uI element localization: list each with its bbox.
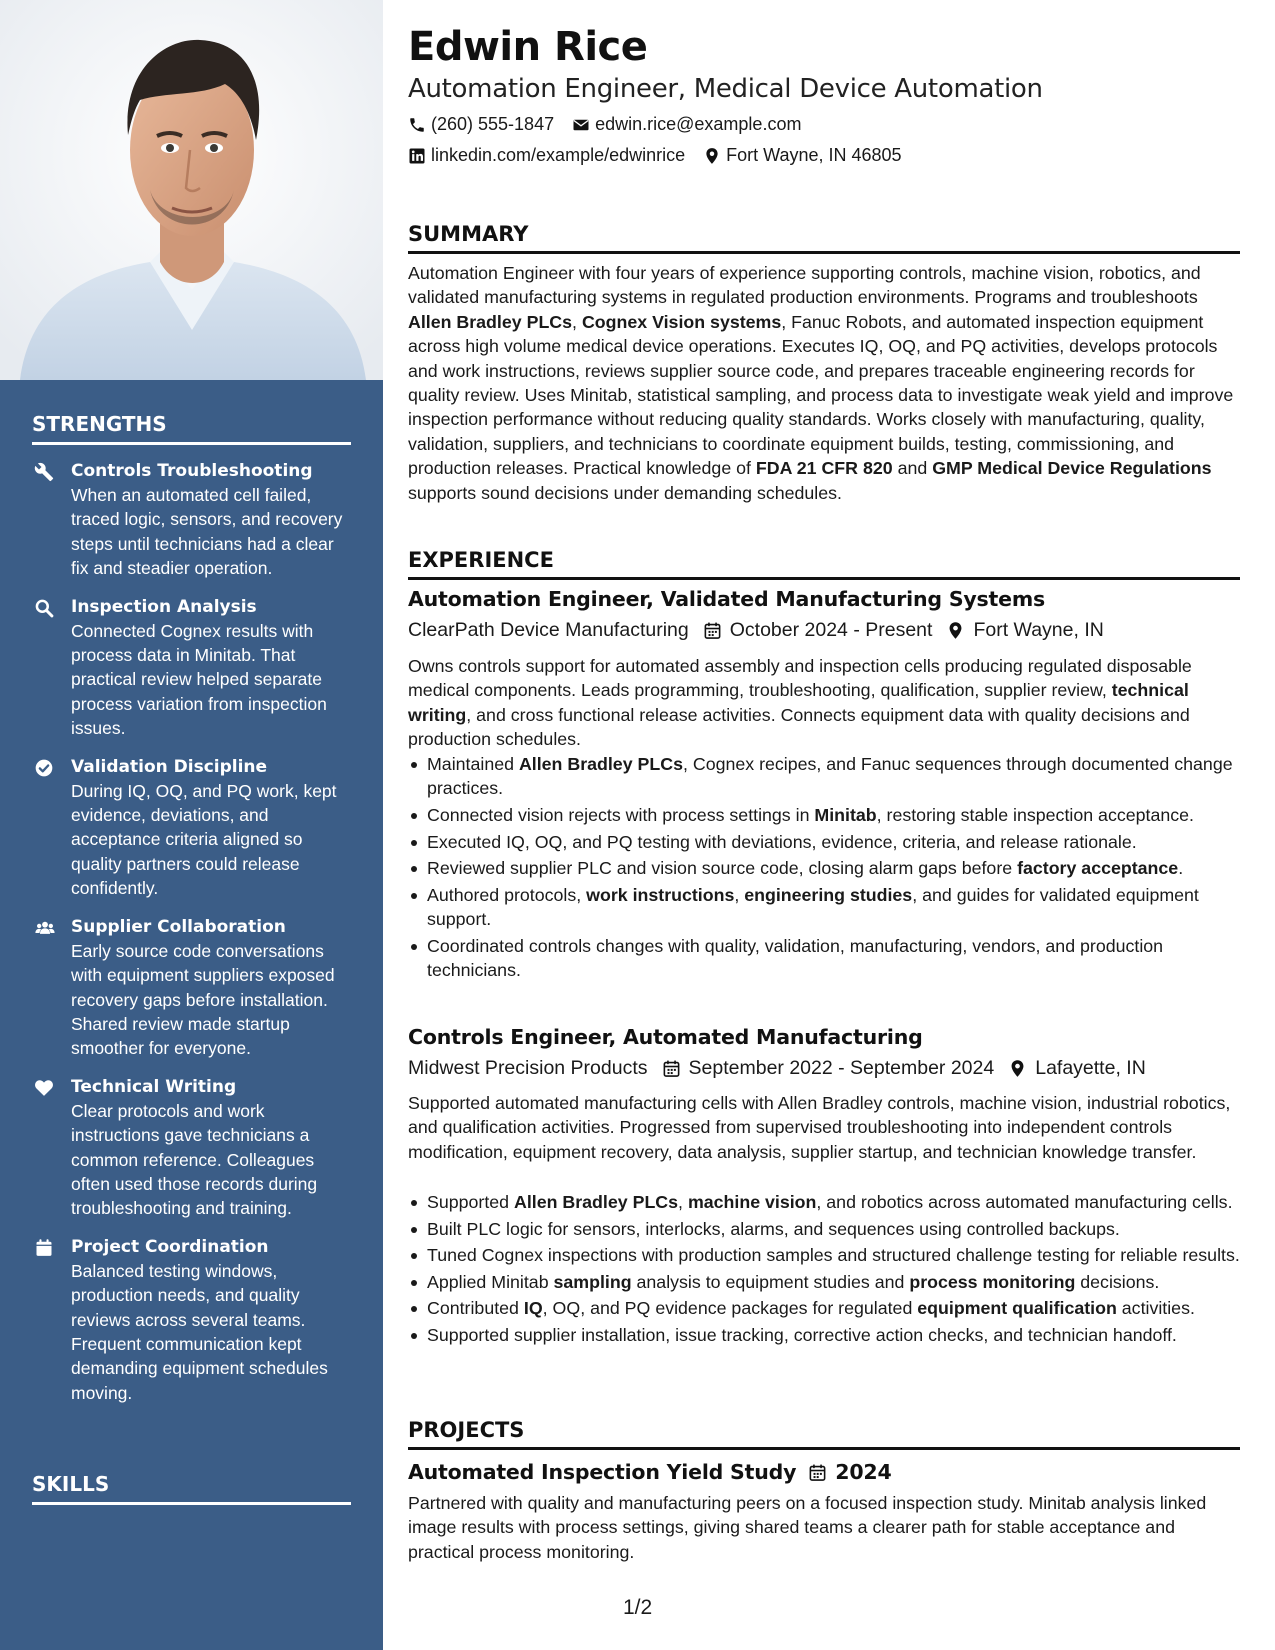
- summary-text: Automation Engineer with four years of experience supporting controls, machine vision, robotics, and validated manufacturing systems in regulated production environments. Programs and troubleshoots Allen Bradley PLCs, Cognex Vision systems, Fanuc Robots, and automated inspection equipment across high volume medical device operations. Executes IQ, OQ, and PQ activities, develops protocols and work instructions, reviews supplier source code, and prepares traceable engineering records for quality review. Uses Minitab, statistical sampling, and process data to investigate weak yield and improve inspection performance without reducing quality standards. Works closely with manufacturing, quality, validation, suppliers, and technicians to coordinate equipment builds, testing, commissioning, and production releases. Practical knowledge of FDA 21 CFR 820 and GMP Medical Device Regulations supports sound decisions under demanding schedules.: [408, 263, 1234, 503]
- map-pin-icon: [1008, 1059, 1027, 1078]
- search-icon: [34, 598, 54, 618]
- calendar-icon: [703, 621, 722, 640]
- map-pin-icon: [946, 621, 965, 640]
- bullet-item: Supported supplier installation, issue tracking, corrective action checks, and technician handoff.: [408, 1323, 1240, 1347]
- candidate-role: Automation Engineer, Medical Device Automation: [408, 74, 1043, 104]
- strengths-heading: STRENGTHS: [32, 412, 351, 445]
- job-meta: [408, 1057, 1146, 1080]
- strength-item: [32, 1235, 351, 1405]
- wrench-icon: [34, 462, 54, 482]
- skills-section: [32, 1472, 351, 1505]
- map-pin-icon: [703, 147, 721, 165]
- phone-icon: [408, 116, 426, 134]
- strength-item: [32, 915, 351, 1061]
- strength-description: Balanced testing windows, production needs, and quality reviews across several teams. Frequent communication kept demanding equipment schedules moving.: [71, 1260, 328, 1403]
- bullet-item: Connected vision rejects with process settings in Minitab, restoring stable inspection acceptance.: [408, 803, 1240, 827]
- contact-row: [408, 145, 920, 166]
- contact-row: [408, 114, 819, 135]
- bullet-item: Contributed IQ, OQ, and PQ evidence packages for regulated equipment qualification activities.: [408, 1296, 1240, 1320]
- bullet-item: Authored protocols, work instructions, engineering studies, and guides for validated equipment support.: [408, 883, 1240, 932]
- company-name: Midwest Precision Products: [408, 1057, 648, 1079]
- job-bullets: [408, 752, 1240, 985]
- linkedin-icon: [408, 147, 426, 165]
- bullet-item: Built PLC logic for sensors, interlocks, alarms, and sequences using controlled backups.: [408, 1217, 1240, 1241]
- strength-item: [32, 459, 351, 581]
- strength-title: Controls Troubleshooting: [71, 461, 313, 481]
- candidate-name: Edwin Rice: [408, 24, 648, 70]
- summary-heading: SUMMARY: [408, 222, 1240, 254]
- job-intro: Supported automated manufacturing cells with Allen Bradley controls, machine vision, industrial robotics, and qualification activities. Progressed from supervised troubleshooting into independent controls modification, equipment recovery, data analysis, supplier startup, and technician knowledge transfer.: [408, 1093, 1231, 1162]
- job-dates: September 2022 - September 2024: [688, 1057, 995, 1079]
- bullet-item: Applied Minitab sampling analysis to equipment studies and process monitoring decisions.: [408, 1270, 1240, 1294]
- strength-item: [32, 1075, 351, 1221]
- location-contact: [703, 145, 901, 166]
- bullet-item: Reviewed supplier PLC and vision source code, closing alarm gaps before factory acceptance.: [408, 856, 1240, 880]
- email-contact[interactable]: [572, 114, 801, 135]
- projects-heading: PROJECTS: [408, 1418, 1240, 1450]
- check-circle-icon: [34, 758, 54, 778]
- project-title-row: [408, 1460, 892, 1484]
- job-title: Automation Engineer, Validated Manufacturing Systems: [408, 587, 1046, 611]
- project-year: 2024: [835, 1460, 892, 1484]
- skills-heading: SKILLS: [32, 1472, 351, 1505]
- bullet-item: Maintained Allen Bradley PLCs, Cognex recipes, and Fanuc sequences through documented change practices.: [408, 752, 1240, 801]
- strength-title: Validation Discipline: [71, 756, 268, 777]
- calendar-icon: [662, 1059, 681, 1078]
- strength-item: [32, 595, 351, 741]
- job-intro: Owns controls support for automated assembly and inspection cells producing regulated disposable medical components. Leads programming, troubleshooting, qualification, supplier review, technical writing, and cross functional release activities. Connects equipment data with quality decisions and production schedules.: [408, 656, 1192, 750]
- heart-icon: [34, 1078, 54, 1098]
- job-meta: [408, 619, 1104, 642]
- page-number: 1/2: [623, 1596, 653, 1619]
- strength-title: Supplier Collaboration: [71, 916, 286, 937]
- bullet-item: Executed IQ, OQ, and PQ testing with deviations, evidence, criteria, and release rationale.: [408, 830, 1240, 854]
- profile-photo: [0, 0, 383, 380]
- job-title: Controls Engineer, Automated Manufacturing: [408, 1025, 923, 1049]
- company-name: ClearPath Device Manufacturing: [408, 619, 689, 641]
- job-bullets: [408, 1190, 1240, 1350]
- linkedin-contact[interactable]: [408, 145, 685, 166]
- phone-contact: [408, 114, 554, 135]
- strength-title: Project Coordination: [71, 1236, 269, 1257]
- project-title: Automated Inspection Yield Study: [408, 1460, 797, 1484]
- strength-title: Inspection Analysis: [71, 596, 257, 617]
- calendar-icon: [808, 1463, 827, 1482]
- strength-description: Clear protocols and work instructions gave technicians a common reference. Colleagues often used those records during troubleshooting and training.: [71, 1100, 318, 1219]
- bullet-item: Coordinated controls changes with quality, validation, manufacturing, vendors, and production technicians.: [408, 934, 1240, 983]
- project-description: Partnered with quality and manufacturing peers on a focused inspection study. Minitab analysis linked image results with process settings, giving shared teams a clearer path for stable acceptance and practical process monitoring.: [408, 1493, 1207, 1562]
- linkedin-url[interactable]: linkedin.com/example/edwinrice: [431, 145, 686, 165]
- job-location: Lafayette, IN: [1035, 1057, 1146, 1079]
- strengths-section: [32, 412, 351, 1405]
- users-icon: [34, 918, 54, 938]
- strength-description: During IQ, OQ, and PQ work, kept evidence, deviations, and acceptance criteria aligned so quality partners could release confidently.: [71, 780, 337, 899]
- phone-number: (260) 555-1847: [431, 114, 555, 134]
- bullet-item: Supported Allen Bradley PLCs, machine vision, and robotics across automated manufacturing cells.: [408, 1190, 1240, 1214]
- calendar-icon: [34, 1238, 54, 1258]
- bullet-item: Tuned Cognex inspections with production samples and structured challenge testing for reliable results.: [408, 1243, 1240, 1267]
- experience-heading: EXPERIENCE: [408, 548, 1240, 580]
- sidebar: [0, 0, 383, 1650]
- email-address[interactable]: edwin.rice@example.com: [595, 114, 802, 134]
- job-location: Fort Wayne, IN: [973, 619, 1104, 641]
- envelope-icon: [572, 116, 590, 134]
- strength-description: When an automated cell failed, traced logic, sensors, and recovery steps until technicians had a clear fix and steadier operation.: [71, 485, 343, 579]
- strength-description: Connected Cognex results with process data in Minitab. That practical review helped separate process variation from inspection issues.: [71, 620, 327, 739]
- strength-item: [32, 755, 351, 901]
- strength-title: Technical Writing: [71, 1076, 237, 1097]
- job-dates: October 2024 - Present: [729, 619, 933, 641]
- location-text: Fort Wayne, IN 46805: [726, 145, 902, 165]
- strength-description: Early source code conversations with equipment suppliers exposed recovery gaps before installation. Shared review made startup smoother for everyone.: [71, 940, 335, 1059]
